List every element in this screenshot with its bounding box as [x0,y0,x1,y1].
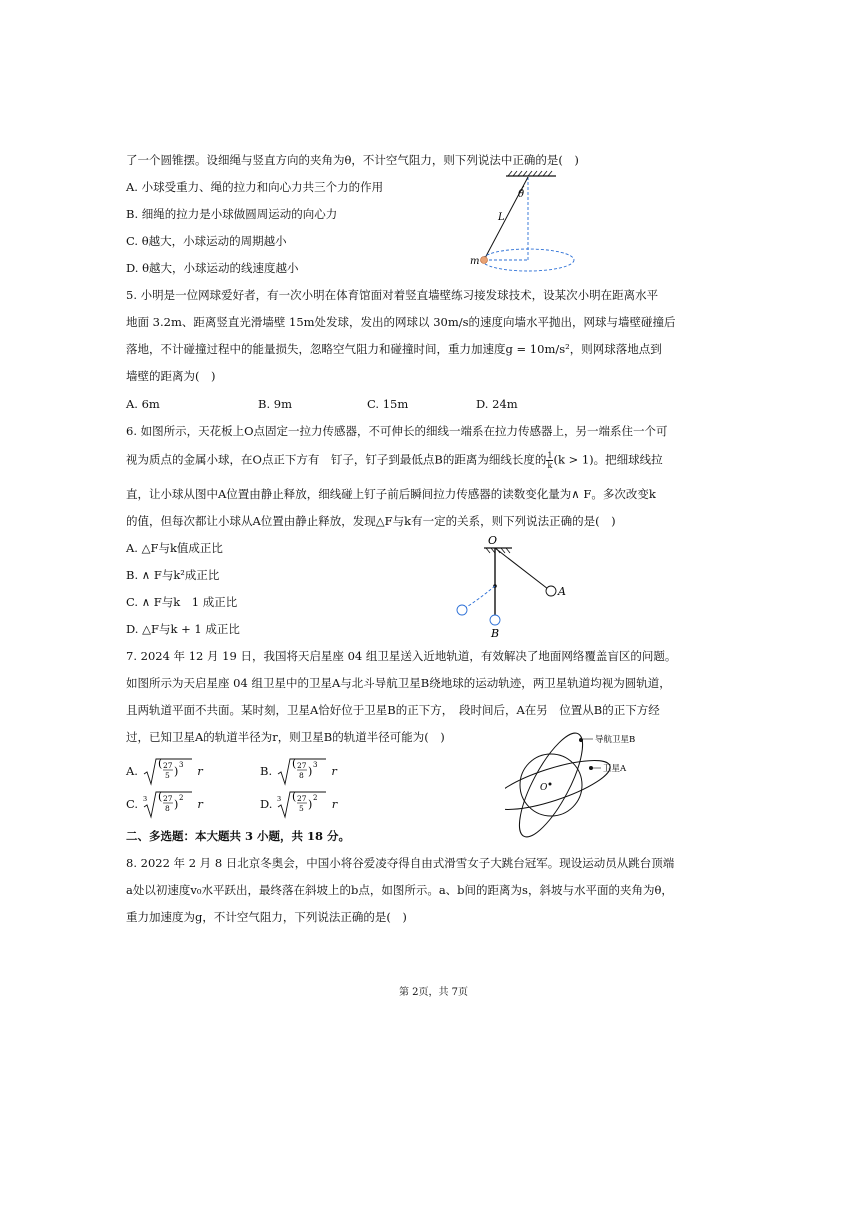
q8-line-1: 8. 2022 年 2 月 8 日北京冬奥会，中国小将谷爱凌夺得自由式滑雪女子大跳台冠军。现设运动员从跳台顶端 [126,856,675,870]
section-multiple-choice-heading: 二、多选题：本大题共 3 小题，共 18 分。 [126,829,351,843]
q7-a-exp: 3 [178,761,184,769]
svg-text:(: ( [157,757,162,770]
q7-option-a [126,757,203,787]
svg-text:): ) [173,765,178,778]
q7-d-var: r [331,797,338,811]
q7-option-d-formula [276,790,328,820]
q5-line-1: 5. 小明是一位网球爱好者，有一次小明在体育馆面对着竖直墙壁练习接发球技术，设某次小明在距离水平 [126,288,659,302]
q6-line-2-tail: (k > 1)。把细球线拉 [553,452,663,467]
svg-text:): ) [308,798,313,811]
b-label: B [491,627,500,640]
q6-option-d: D. △F与k + 1 成正比 [126,622,240,636]
q7-b-var: r [331,764,337,778]
q5-option-c: C. 15m [367,397,409,411]
m-label: m [470,256,480,267]
q7-c-num: 27 [162,794,173,803]
q7-d-num: 27 [297,794,307,803]
l-label: L [498,212,505,223]
q6-line-4: 的值，但每次都让小球从A位置由静止释放，发现△F与k有一定的关系，则下列说法正确的是( ) [126,514,616,528]
q8-line-2: a处以初速度v₀水平跃出，最终落在斜坡上的b点，如图所示。a、b间的距离为s，斜坡与水平面的夹角为θ， [126,883,673,897]
q5-option-b: B. 9m [258,397,292,411]
q4-option-b: B. 细绳的拉力是小球做圆周运动的向心力 [126,207,338,221]
q7-d-den: 5 [299,804,304,813]
q6-line-1: 6. 如图所示，天花板上O点固定一拉力传感器，不可伸长的细线一端系在拉力传感器上，另一端系住一个可 [126,424,668,438]
q6-option-c: C. ∧ F与k 1 成正比 [126,595,238,609]
nav-satellite-b-label: 导航卫星B [595,735,636,745]
q7-b-exp: 3 [312,761,318,769]
q5-line-4: 墙壁的距离为( ) [126,369,216,383]
q7-line-3: 且两轨道平面不共面。某时刻，卫星A恰好位于卫星B的正下方， 段时间后，A在另 位置从B的正下方经 [126,703,660,717]
svg-text:): ) [173,798,178,811]
q7-option-b-formula [276,757,328,787]
q7-line-1: 7. 2024 年 12 月 19 日，我国将天启星座 04 组卫星送入近地轨道，有效解决了地面网络覆盖盲区的问题。 [126,649,677,663]
q4-option-c: C. θ越大，小球运动的周期越小 [126,234,287,248]
q7-a-var: r [197,764,203,778]
q4-stem: 了一个圆锥摆。设细绳与竖直方向的夹角为θ，不计空气阻力，则下列说法中正确的是( ) [126,153,579,167]
q7-option-c-formula [142,790,194,820]
conical-pendulum-figure [462,168,582,278]
q7-d-exp: 2 [313,794,318,802]
q7-c-var: r [197,797,203,811]
q7-c-den: 8 [164,804,170,813]
q7-c-exp: 2 [178,794,184,802]
q8-line-3: 重力加速度为g，不计空气阻力，下列说法正确的是( ) [126,910,407,924]
q7-option-c [126,790,203,820]
svg-text:(: ( [291,757,297,770]
q6-line-3: 直，让小球从图中A位置由静止释放，细线碰上钉子前后瞬间拉力传感器的读数变化量为∧ F。多次改变k [126,487,656,501]
theta-label: θ [518,189,525,200]
q6-option-a: A. △F与k值成正比 [126,541,223,555]
q7-line-4: 过，已知卫星A的轨道半径为r，则卫星B的轨道半径可能为( ) [126,730,445,744]
q7-option-b-label: B. [260,764,273,778]
q7-option-a-label: A. [126,764,138,778]
satellite-a-label: 卫星A [603,764,627,774]
page-footer: 第 2页，共 7页 [398,987,469,998]
q7-option-c-label: C. [126,797,139,811]
svg-text:(: ( [157,790,162,803]
frac-denominator: k [547,461,553,470]
q7-option-d-label: D. [260,797,273,811]
svg-text:): ) [307,765,313,778]
a-label: A [558,585,566,598]
q5-line-3: 落地，不计碰撞过程中的能量损失，忽略空气阻力和碰撞时间，重力加速度g = 10m/s²，则网球落地点到 [126,342,662,356]
q7-c-idx: 3 [142,795,147,803]
q7-option-a-formula [142,757,194,787]
q5-line-2: 地面 3.2m、距离竖直光滑墙壁 15m处发球，发出的网球以 30m/s的速度向墙水平抛出，网球与墙壁碰撞后 [126,315,676,329]
q7-option-b [260,757,337,787]
pendulum-nail-figure [448,532,578,642]
q7-b-num: 27 [296,761,307,770]
q4-option-a: A. 小球受重力、绳的拉力和向心力共三个力的作用 [126,180,384,194]
o-label: O [488,534,498,547]
frac-numerator: 1 [547,451,553,460]
q7-option-d [260,790,337,820]
q7-a-num: 27 [162,761,173,770]
q5-option-d: D. 24m [476,397,518,411]
q7-line-2: 如图所示为天启星座 04 组卫星中的卫星A与北斗导航卫星B绕地球的运动轨迹，两卫星轨道均视为圆轨道， [126,676,671,690]
q7-d-idx: 3 [277,795,282,803]
q5-option-a: A. 6m [126,397,160,411]
q7-b-den: 8 [298,771,304,780]
q7-a-den: 5 [164,771,170,780]
q6-option-b: B. ∧ F与k²成正比 [126,568,220,582]
satellite-orbits-figure [505,728,705,838]
svg-text:(: ( [292,790,297,803]
q4-option-d: D. θ越大，小球运动的线速度越小 [126,261,299,275]
earth-center-label: O [540,783,548,793]
q6-line-2-text: 视为质点的金属小球，在O点正下方有 钉子，钉子到最低点B的距离为细线长度的 [126,452,547,467]
q6-line-2 [126,451,663,470]
